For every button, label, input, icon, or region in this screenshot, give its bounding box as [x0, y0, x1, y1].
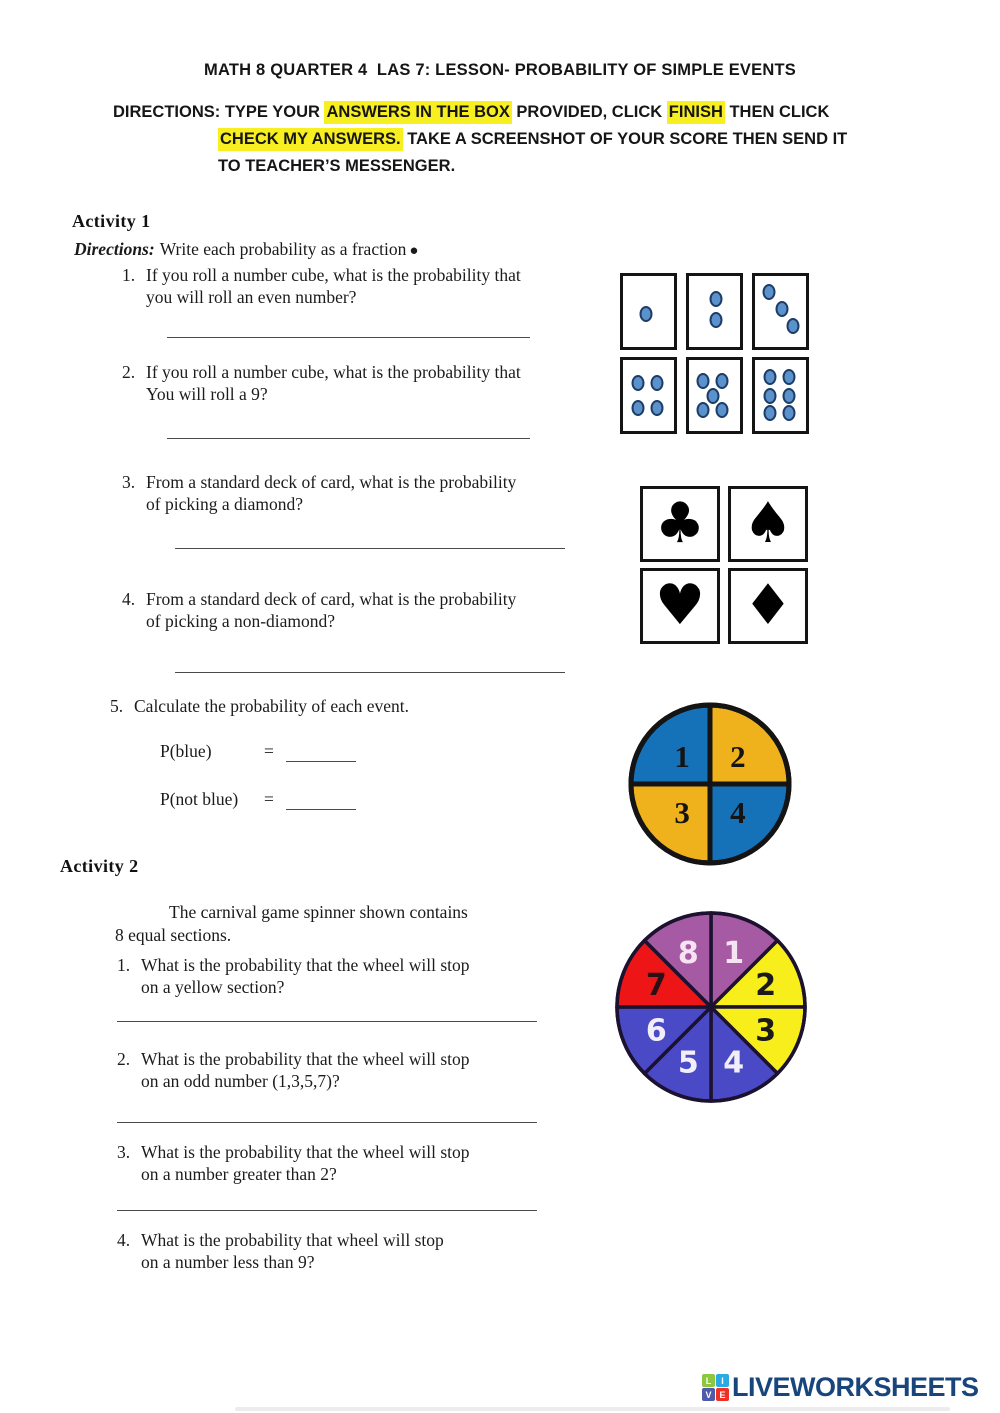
die-pip: [782, 388, 795, 404]
spinner-graphic: [626, 700, 794, 868]
die-pip: [764, 369, 777, 385]
question-number: 3.: [117, 1142, 131, 1162]
spinner-section-label: 5: [677, 1045, 699, 1081]
probability-label: P(not blue): [160, 789, 239, 809]
question-text: If you roll a number cube, what is the probability that you will roll an even number?: [146, 265, 521, 307]
spinner-section-label: 8: [677, 936, 699, 972]
question-text: What is the probability that the wheel will stop on a yellow section?: [141, 955, 470, 997]
question: [122, 471, 516, 515]
die-pip: [697, 402, 710, 418]
question: [122, 264, 521, 308]
activity-2-intro: The carnival game spinner shown contains 8 equal sections.: [115, 902, 468, 945]
spinner-section-label: 4: [730, 795, 746, 831]
question-text: From a standard deck of card, what is the probability of picking a non-diamond?: [146, 589, 517, 631]
question-text: What is the probability that wheel will stop on a number less than 9?: [141, 1230, 444, 1272]
die-pip: [697, 373, 710, 389]
spinner-section-label: 2: [755, 968, 777, 1004]
die-pip: [764, 405, 777, 421]
die-pip: [716, 373, 729, 389]
highlight-finish: FINISH: [667, 101, 725, 124]
die-pip: [632, 400, 645, 416]
activity-1-heading: Activity 1: [72, 211, 151, 231]
card-suits-figure: [640, 486, 808, 644]
answer-line[interactable]: [286, 788, 356, 810]
worksheet-title: MATH 8 QUARTER 4 LAS 7: LESSON- PROBABILITY OF SIMPLE EVENTS: [204, 61, 796, 79]
diamond-icon: ♦: [742, 573, 794, 638]
spinner-section-label: 6: [645, 1013, 667, 1049]
die-pip: [782, 405, 795, 421]
equals-sign: =: [264, 741, 274, 761]
die-pip: [632, 375, 645, 391]
card-suit-diamond: [728, 568, 808, 644]
scan-artifact: [235, 1407, 950, 1411]
question-number: 2.: [122, 362, 136, 382]
question: [117, 1229, 444, 1273]
answer-line[interactable]: [117, 1210, 537, 1211]
directions-label: DIRECTIONS: [113, 103, 215, 121]
four-section-spinner: [626, 700, 794, 868]
probability-label: P(blue): [160, 741, 212, 761]
activity-2-heading: Activity 2: [60, 856, 139, 876]
die-face-2: [686, 273, 743, 350]
equals-sign: =: [264, 789, 274, 809]
die-pip: [707, 388, 720, 404]
question-number: 2.: [117, 1049, 131, 1069]
answer-line[interactable]: [117, 1122, 537, 1123]
spinner-section-label: 2: [730, 739, 746, 775]
question: [110, 695, 409, 717]
die-face-3: [752, 273, 809, 350]
liveworksheets-logo[interactable]: [702, 1374, 979, 1401]
die-pip: [782, 369, 795, 385]
die-pip: [709, 291, 722, 307]
spinner-section-label: 7: [645, 968, 667, 1004]
probability-row-blue: [160, 740, 356, 762]
bullet-icon: ●: [409, 243, 419, 259]
worksheet-directions-line-2: CHECK MY ANSWERS. TAKE A SCREENSHOT OF YOUR SCORE THEN SEND IT: [218, 130, 847, 149]
club-icon: ♣: [654, 491, 706, 556]
die-pip: [716, 402, 729, 418]
spinner-section-label: 3: [674, 795, 690, 831]
die-face-1: [620, 273, 677, 350]
die-pip: [786, 318, 799, 334]
card-suit-club: [640, 486, 720, 562]
answer-line[interactable]: [167, 438, 530, 439]
answer-line[interactable]: [286, 740, 356, 762]
spade-icon: ♠: [742, 491, 794, 556]
question-number: 4.: [122, 589, 136, 609]
spinner-graphic: [612, 908, 810, 1106]
question: [117, 1141, 470, 1185]
die-pip: [639, 306, 652, 322]
question: [122, 588, 516, 632]
spinner-section-label: 4: [723, 1045, 745, 1081]
logo-tile: I: [716, 1374, 729, 1387]
activity-1-directions: Directions: Write each probability as a fraction ●: [74, 239, 419, 259]
heart-icon: ♥: [654, 573, 706, 638]
die-pip: [651, 400, 664, 416]
question-text: What is the probability that the wheel will stop on a number greater than 2?: [141, 1142, 470, 1184]
question: [117, 1048, 470, 1092]
worksheet-directions-line-1: DIRECTIONS: TYPE YOUR ANSWERS IN THE BOX PROVIDED, CLICK FINISH THEN CLICK: [113, 103, 829, 122]
probability-row-not-blue: [160, 788, 356, 810]
directions-label: Directions:: [74, 239, 155, 259]
spinner-section-label: 1: [674, 739, 690, 775]
card-suit-spade: [728, 486, 808, 562]
worksheet-directions-line-3: TO TEACHER’S MESSENGER.: [218, 157, 456, 175]
answer-line[interactable]: [167, 337, 530, 338]
question-text: From a standard deck of card, what is the probability of picking a diamond?: [146, 472, 517, 514]
brand-name: LIVEWORKSHEETS: [732, 1372, 979, 1402]
die-pip: [775, 301, 788, 317]
die-pip: [762, 284, 775, 300]
question-text: What is the probability that the wheel will stop on an odd number (1,3,5,7)?: [141, 1049, 470, 1091]
question-number: 3.: [122, 472, 136, 492]
logo-tile: V: [702, 1388, 715, 1401]
highlight-check-my-answers: CHECK MY ANSWERS.: [218, 128, 403, 151]
question-number: 5.: [110, 696, 124, 716]
question-text: Calculate the probability of each event.: [134, 696, 410, 716]
die-pip: [651, 375, 664, 391]
dice-figure: [620, 273, 809, 434]
answer-line[interactable]: [117, 1021, 537, 1022]
spinner-section-label: 1: [723, 936, 745, 972]
answer-line[interactable]: [175, 548, 565, 549]
question-number: 1.: [122, 265, 136, 285]
question-number: 1.: [117, 955, 131, 975]
spinner-section-label: 3: [755, 1013, 777, 1049]
die-pip: [764, 388, 777, 404]
die-face-5: [686, 357, 743, 434]
answer-line[interactable]: [175, 672, 565, 673]
highlight-answers-in-the-box: ANSWERS IN THE BOX: [324, 101, 511, 124]
question: [117, 954, 470, 998]
logo-tile: L: [702, 1374, 715, 1387]
die-face-6: [752, 357, 809, 434]
question: [122, 361, 521, 405]
eight-section-spinner: [612, 908, 810, 1106]
card-suit-heart: [640, 568, 720, 644]
die-pip: [709, 312, 722, 328]
question-text: If you roll a number cube, what is the probability that You will roll a 9?: [146, 362, 521, 404]
liveworksheets-logo-icon: [702, 1374, 729, 1401]
question-number: 4.: [117, 1230, 131, 1250]
logo-tile: E: [716, 1388, 729, 1401]
die-face-4: [620, 357, 677, 434]
